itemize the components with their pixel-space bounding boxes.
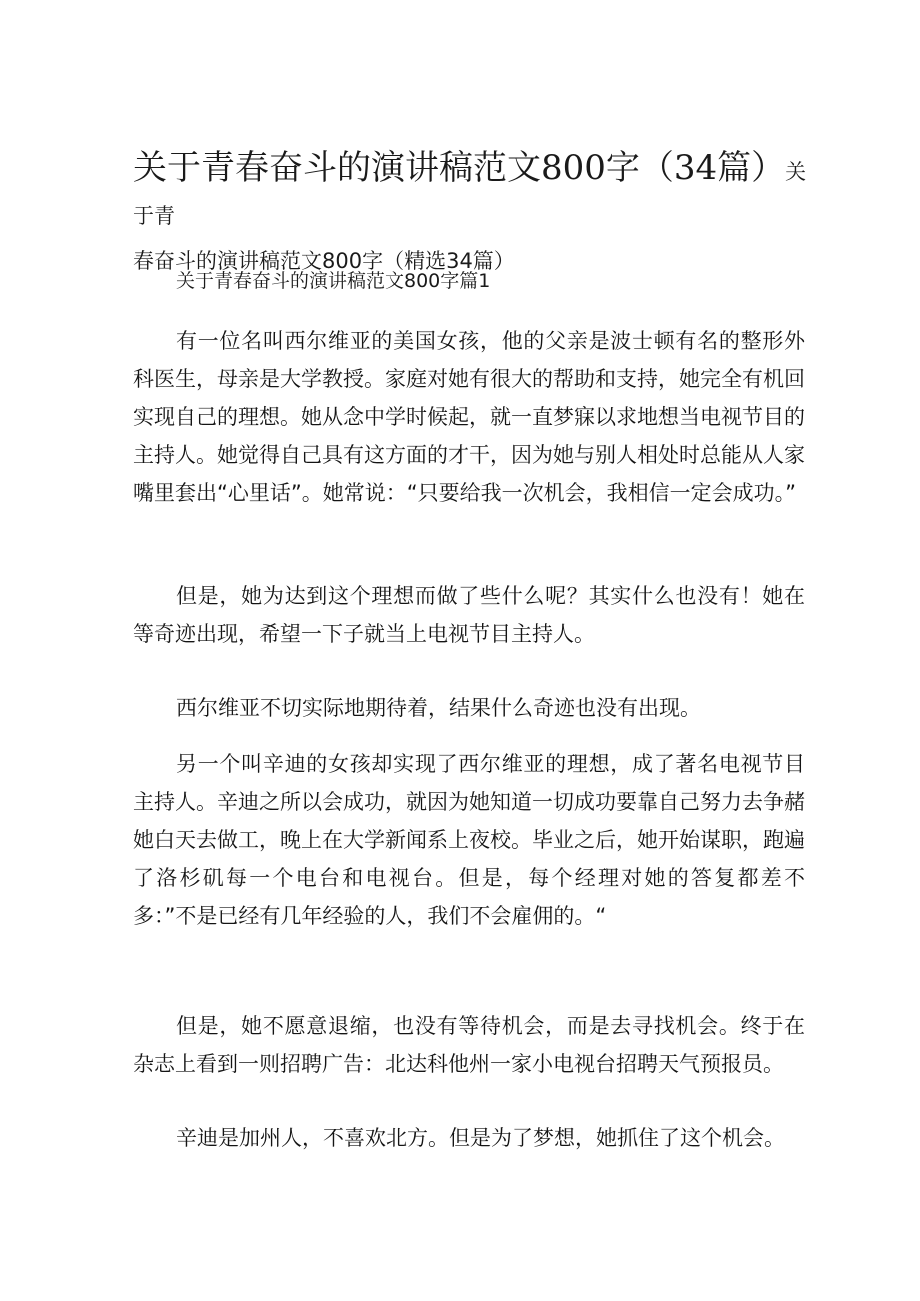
paragraph-5: 但是，她不愿意退缩，也没有等待机会，而是去寻找机会。终于在杂志上看到一则招聘广告：北达科他州一家小电视台招聘天气预报员。: [133, 1014, 805, 1076]
title-tail: 关于青: [133, 160, 807, 228]
title-main: 关于青春奋斗的演讲稿范文800字（34篇）: [133, 148, 786, 188]
paragraph-2: 但是，她为达到这个理想而做了些什么呢？其实什么也没有！她在等奇迹出现，希望一下子就当上电视节目主持人。: [133, 584, 805, 646]
document-title: [133, 146, 813, 278]
paragraph-6: 辛迪是加州人，不喜欢北方。但是为了梦想，她抓住了这个机会。: [176, 1126, 785, 1150]
paragraph-1: 有一位名叫西尔维亚的美国女孩，他的父亲是波士顿有名的整形外科医生，母亲是大学教授。家庭对她有很大的帮助和支持，她完全有机回实现自己的理想。她从念中学时候起，就一直梦寐以求地想当电视节目的主持人。她觉得自己具有这方面的才干，因为她与别人相处时总能从人家嘴里套出“心里话”。她常说：“只要给我一次机会，我相信一定会成功。”: [133, 329, 805, 505]
paragraph-4: 另一个叫辛迪的女孩却实现了西尔维亚的理想，成了著名电视节目主持人。辛迪之所以会成功，就因为她知道一切成功要靠自己努力去争赭她白天去做工，晚上在大学新闻系上夜校。毕业之后，她开始谋职，跑遍了洛杉矶每一个电台和电视台。但是，每个经理对她的答复都差不多：”不是已经有几年经验的人，我们不会雇佣的。“: [133, 752, 805, 928]
section-heading: 关于青春奋斗的演讲稿范文800字篇1: [176, 270, 491, 292]
title-line-2: 春奋斗的演讲稿范文800字（精选34篇）: [133, 249, 515, 273]
paragraph-3: 西尔维亚不切实际地期待着，结果什么奇迹也没有出现。: [176, 696, 701, 720]
